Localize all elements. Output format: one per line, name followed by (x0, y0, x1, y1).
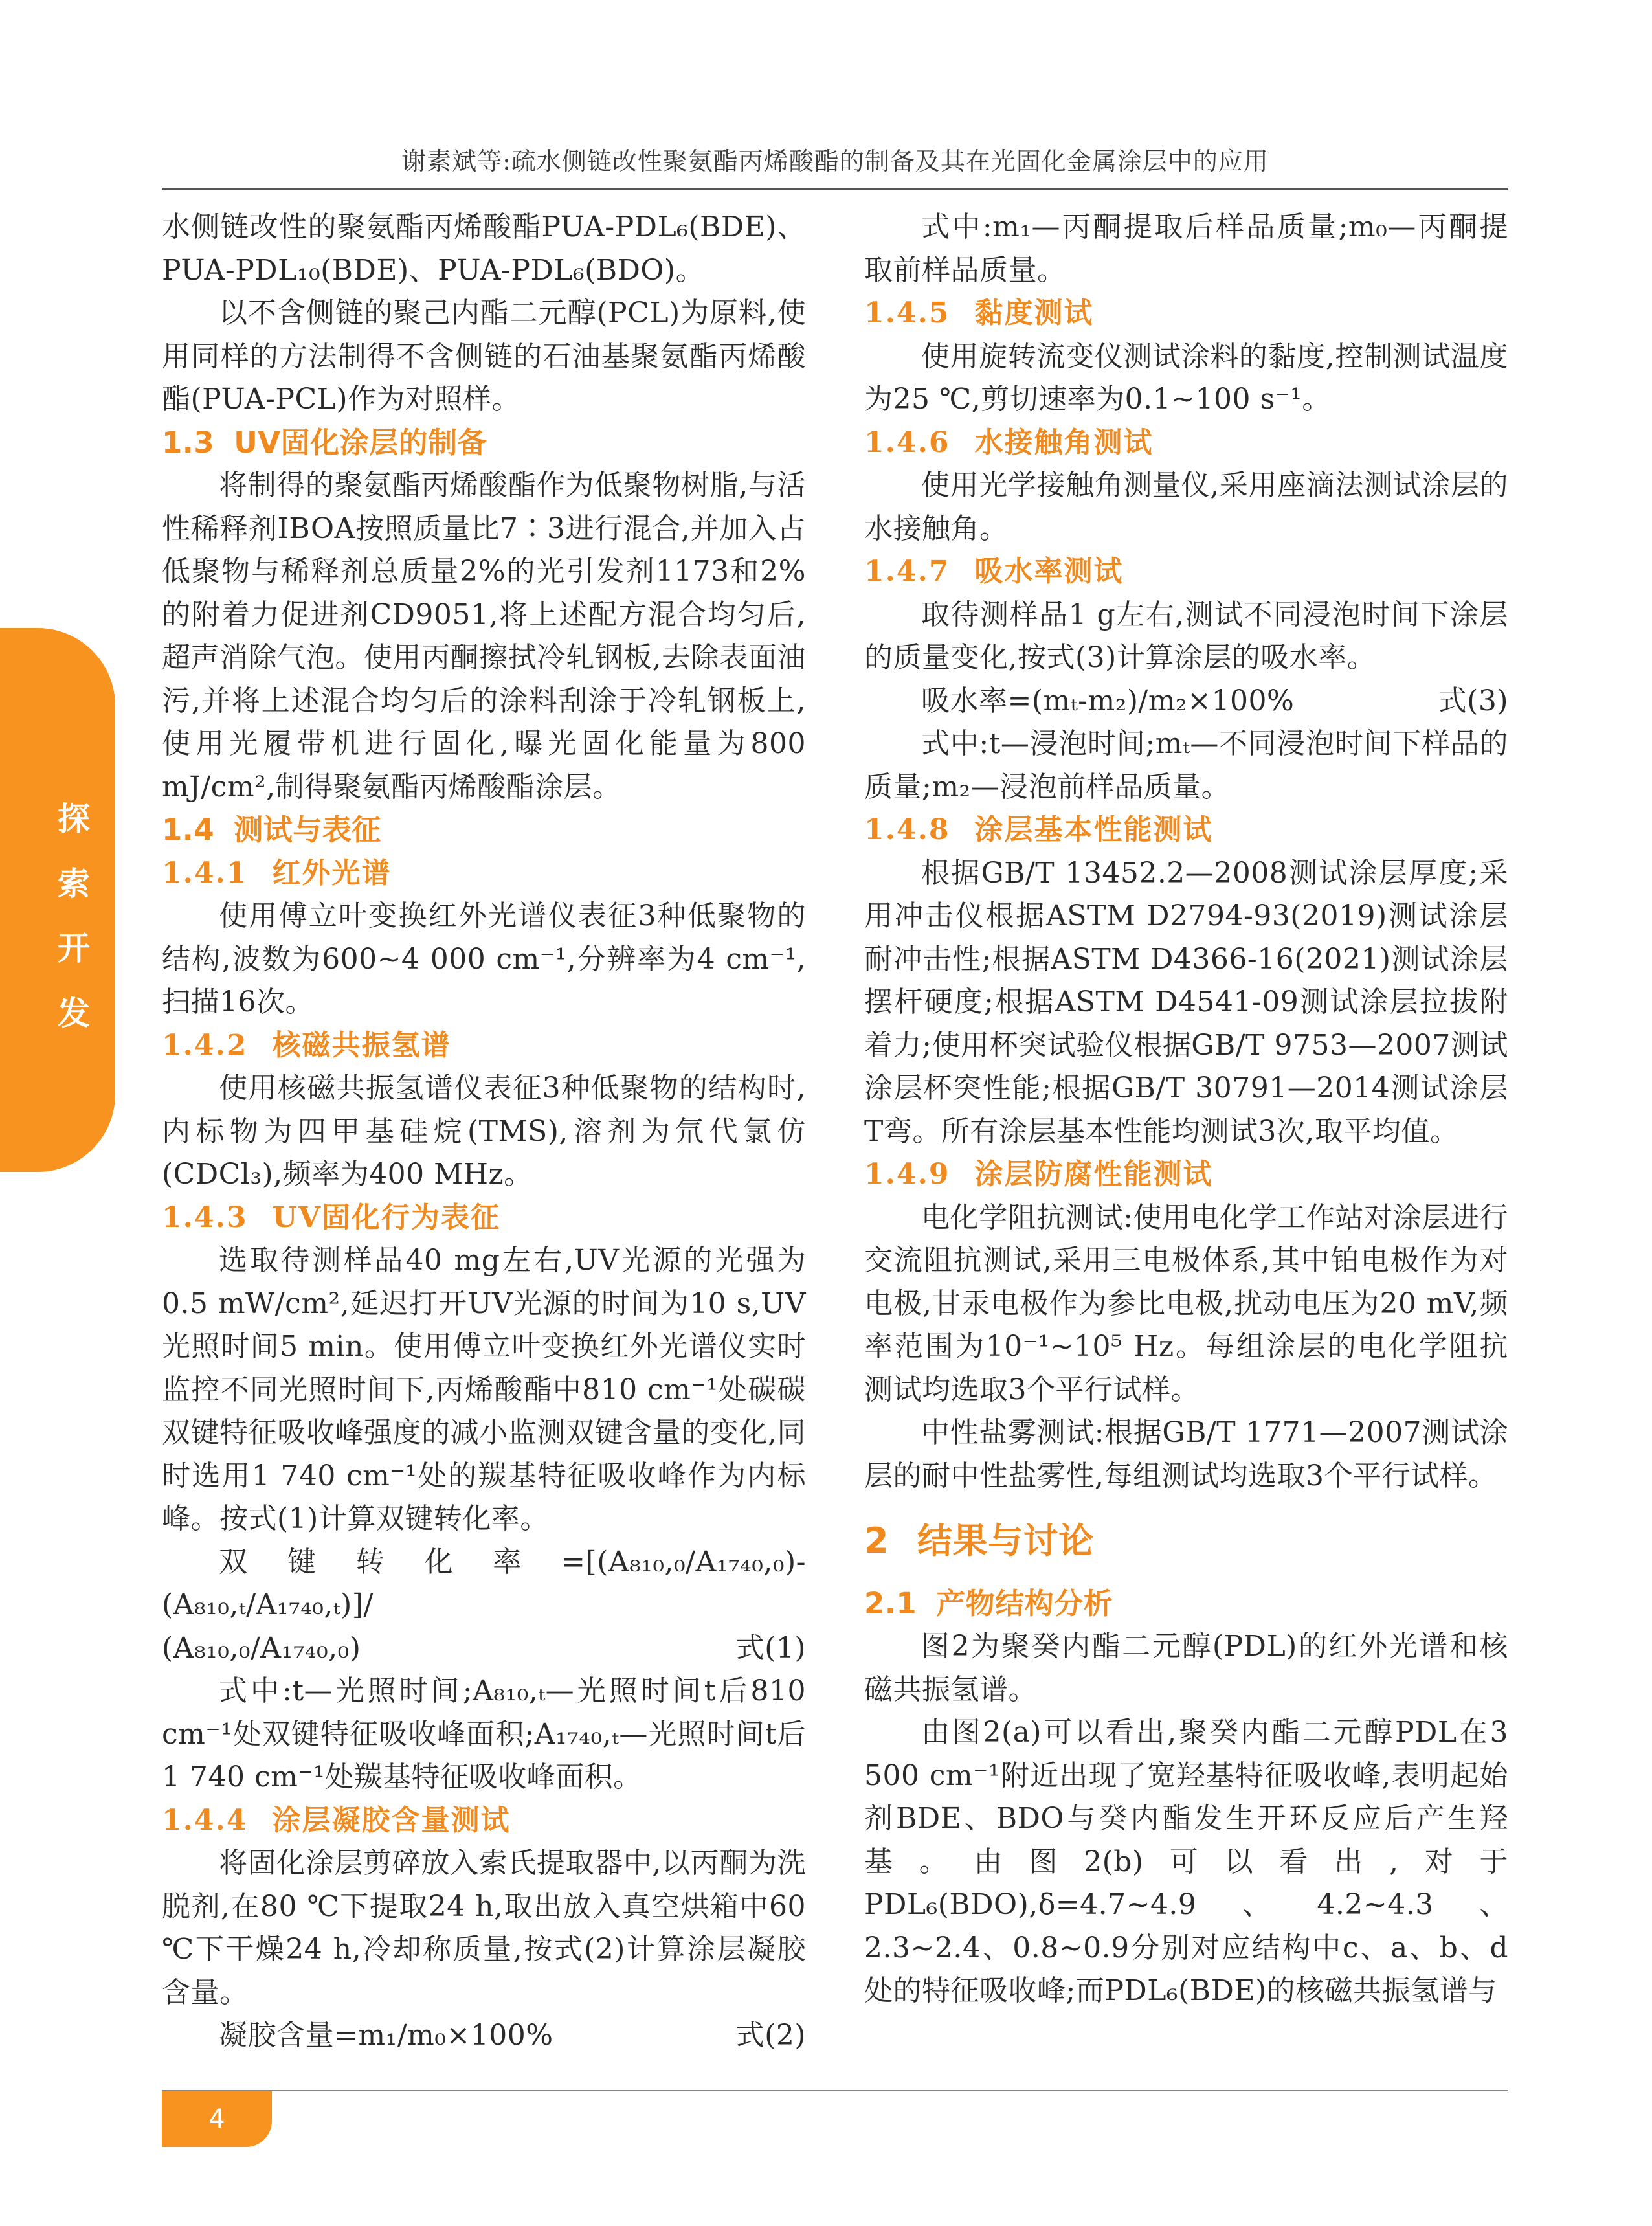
equation-3-label: 式(3) (1438, 684, 1508, 717)
paragraph-continued: 水侧链改性的聚氨酯丙烯酸酯PUA-PDL₆(BDE)、PUA-PDL₁₀(BDE)、PUA-PDL₆(BDO)。 (162, 210, 806, 287)
section-number: 1.4.9 (864, 1158, 950, 1191)
footer-rule (162, 2090, 1508, 2091)
section-number: 2 (864, 1520, 889, 1561)
section-number: 1.4.4 (162, 1803, 248, 1837)
section-number: 1.4 (162, 813, 215, 847)
section-title: 红外光谱 (272, 856, 392, 890)
equation-1-line-2: (A₈₁₀,₀/A₁₇₄₀,₀) (162, 1631, 361, 1665)
section-title: 吸水率测试 (974, 555, 1124, 588)
section-number: 1.4.7 (864, 555, 950, 588)
paragraph-pcl-control: 以不含侧链的聚己内酯二元醇(PCL)为原料,使用同样的方法制得不含侧链的石油基聚氨酯丙烯酸酯(PUA-PCL)作为对照样。 (162, 297, 806, 416)
paragraph-eq2-where: 式中:m₁—丙酮提取后样品质量;m₀—丙酮提取前样品质量。 (864, 210, 1508, 287)
equation-3-body: 吸水率=(mₜ-m₂)/m₂×100% (921, 684, 1295, 717)
section-title: 核磁共振氢谱 (272, 1028, 451, 1062)
section-title: 涂层凝胶含量测试 (272, 1803, 511, 1837)
paragraph-uv-curing: 选取待测样品40 mg左右,UV光源的光强为0.5 mW/cm²,延迟打开UV光源的时间为10 s,UV光照时间5 min。使用傅立叶变换红外光谱仪实时监控不同光照时间下,丙烯酸酯中810 cm⁻¹处碳碳双键特征吸收峰强度的减小监测双键含量的变化,同时选用1 740 cm⁻¹处的羰基特征吸收峰作为内标峰。按式(1)计算双键转化率。 (162, 1244, 806, 1535)
side-tab-char: 发 (58, 995, 90, 1032)
section-heading-2-1 (864, 1582, 1508, 1626)
side-tab-char: 探 (58, 800, 90, 838)
section-title: 涂层防腐性能测试 (974, 1158, 1213, 1191)
section-title: UV固化行为表征 (272, 1200, 500, 1234)
section-title: 水接触角测试 (974, 425, 1154, 459)
paragraph-eq3-where: 式中:t—浸泡时间;mₜ—不同浸泡时间下样品的质量;m₂—浸泡前样品质量。 (864, 727, 1508, 804)
section-number: 1.4.1 (162, 856, 248, 890)
section-title: UV固化涂层的制备 (234, 425, 487, 460)
paragraph-gel-content: 将固化涂层剪碎放入索氏提取器中,以丙酮为洗脱剂,在80 ℃下提取24 h,取出放入真空烘箱中60 ℃下干燥24 h,冷却称质量,按式(2)计算涂层凝胶含量。 (162, 1847, 806, 2009)
equation-1 (162, 1627, 806, 1670)
section-number: 2.1 (864, 1586, 917, 1621)
section-title: 结果与讨论 (917, 1520, 1094, 1561)
section-title: 测试与表征 (234, 813, 381, 847)
section-number: 1.4.3 (162, 1200, 248, 1234)
section-number: 1.4.6 (864, 425, 950, 459)
paragraph-fig2-intro: 图2为聚癸内酯二元醇(PDL)的红外光谱和核磁共振氢谱。 (864, 1630, 1508, 1706)
page-number: 4 (208, 2104, 225, 2134)
paragraph-eis: 电化学阻抗测试:使用电化学工作站对涂层进行交流阻抗测试,采用三电极体系,其中铂电极作为对电极,甘汞电极作为参比电极,扰动电压为20 mV,频率范围为10⁻¹~10⁵ Hz。每组涂层的电化学阻抗测试均选取3个平行试样。 (864, 1200, 1508, 1406)
section-heading-1-4-8 (864, 809, 1508, 852)
section-heading-1-4-7 (864, 550, 1508, 594)
paragraph-basic-properties: 根据GB/T 13452.2—2008测试涂层厚度;采用冲击仪根据ASTM D2794-93(2019)测试涂层耐冲击性;根据ASTM D4366-16(2021)测试涂层摆杆硬度;根据ASTM D4541-09测试涂层拉拔附着力;使用杯突试验仪根据GB/T 9753—2007测试涂层杯突性能;根据GB/T 30791—2014测试涂层T弯。所有涂层基本性能均测试3次,取平均值。 (864, 856, 1508, 1148)
section-heading-1-4-5 (864, 292, 1508, 335)
paragraph-salt-spray: 中性盐雾测试:根据GB/T 1771—2007测试涂层的耐中性盐雾性,每组测试均选取3个平行试样。 (864, 1416, 1508, 1492)
header-rule (162, 188, 1508, 190)
side-tab-char: 索 (58, 865, 90, 903)
equation-3 (864, 680, 1508, 723)
equation-2-body: 凝胶含量=m₁/m₀×100% (219, 2019, 553, 2052)
section-number: 1.4.5 (864, 297, 950, 330)
section-heading-1-4-3 (162, 1197, 806, 1240)
section-heading-1-4-6 (864, 422, 1508, 465)
section-heading-2 (864, 1520, 1508, 1563)
right-column (864, 206, 1508, 2013)
section-number: 1.3 (162, 425, 215, 460)
running-header: 谢素斌等:疏水侧链改性聚氨酯丙烯酸酯的制备及其在光固化金属涂层中的应用 (401, 147, 1269, 175)
section-heading-1-4-2 (162, 1024, 806, 1068)
side-tab-label (54, 787, 93, 1046)
equation-2 (162, 2014, 806, 2058)
section-number: 1.4.2 (162, 1028, 248, 1062)
section-title: 黏度测试 (974, 297, 1094, 330)
section-heading-1-4-1 (162, 852, 806, 895)
paragraph-nmr: 使用核磁共振氢谱仪表征3种低聚物的结构时,内标物为四甲基硅烷(TMS),溶剂为氘代氯仿(CDCl₃),频率为400 MHz。 (162, 1072, 806, 1191)
equation-1-label: 式(1) (735, 1631, 806, 1665)
paragraph-fig2-analysis: 由图2(a)可以看出,聚癸内酯二元醇PDL在3 500 cm⁻¹附近出现了宽羟基特征吸收峰,表明起始剂BDE、BDO与癸内酯发生开环反应后产生羟基。由图2(b)可以看出,对于PDL₆(BDO),δ=4.7~4.9、4.2~4.3、2.3~2.4、0.8~0.9分别对应结构中c、a、b、d处的特征吸收峰;而PDL₆(BDE)的核磁共振氢谱与 (864, 1716, 1508, 2007)
paragraph-eq1-where: 式中:t—光照时间;A₈₁₀,ₜ—光照时间t后810 cm⁻¹处双键特征吸收峰面积;A₁₇₄₀,ₜ—光照时间t后1 740 cm⁻¹处羰基特征吸收峰面积。 (162, 1674, 806, 1793)
paragraph-contact-angle: 使用光学接触角测量仪,采用座滴法测试涂层的水接触角。 (864, 469, 1508, 545)
equation-2-label: 式(2) (735, 2019, 806, 2052)
paragraph-viscosity: 使用旋转流变仪测试涂料的黏度,控制测试温度为25 ℃,剪切速率为0.1~100 s⁻¹。 (864, 339, 1508, 416)
paragraph-water-absorption: 取待测样品1 g左右,测试不同浸泡时间下涂层的质量变化,按式(3)计算涂层的吸水率。 (864, 598, 1508, 674)
paragraph-uv-coating-prep: 将制得的聚氨酯丙烯酸酯作为低聚物树脂,与活性稀释剂IBOA按照质量比7∶3进行混合,并加入占低聚物与稀释剂总质量2%的光引发剂1173和2%的附着力促进剂CD9051,将上述配方混合均匀后,超声消除气泡。使用丙酮擦拭冷轧钢板,去除表面油污,并将上述混合均匀后的涂料刮涂于冷轧钢板上,使用光履带机进行固化,曝光固化能量为800 mJ/cm²,制得聚氨酯丙烯酸酯涂层。 (162, 469, 806, 804)
left-column (162, 206, 806, 2058)
section-number: 1.4.8 (864, 813, 950, 846)
section-heading-1-4-4 (162, 1799, 806, 1843)
section-title: 涂层基本性能测试 (974, 813, 1213, 846)
paragraph-ir: 使用傅立叶变换红外光谱仪表征3种低聚物的结构,波数为600~4 000 cm⁻¹,分辨率为4 cm⁻¹,扫描16次。 (162, 899, 806, 1018)
section-heading-1-4 (162, 809, 806, 852)
side-tab-char: 开 (58, 930, 90, 967)
equation-1-line-1: 双键转化率=[(A₈₁₀,₀/A₁₇₄₀,₀)-(A₈₁₀,ₜ/A₁₇₄₀,ₜ)]/ (162, 1545, 806, 1621)
section-heading-1-3 (162, 422, 806, 465)
section-heading-1-4-9 (864, 1153, 1508, 1197)
section-title: 产物结构分析 (936, 1586, 1113, 1621)
